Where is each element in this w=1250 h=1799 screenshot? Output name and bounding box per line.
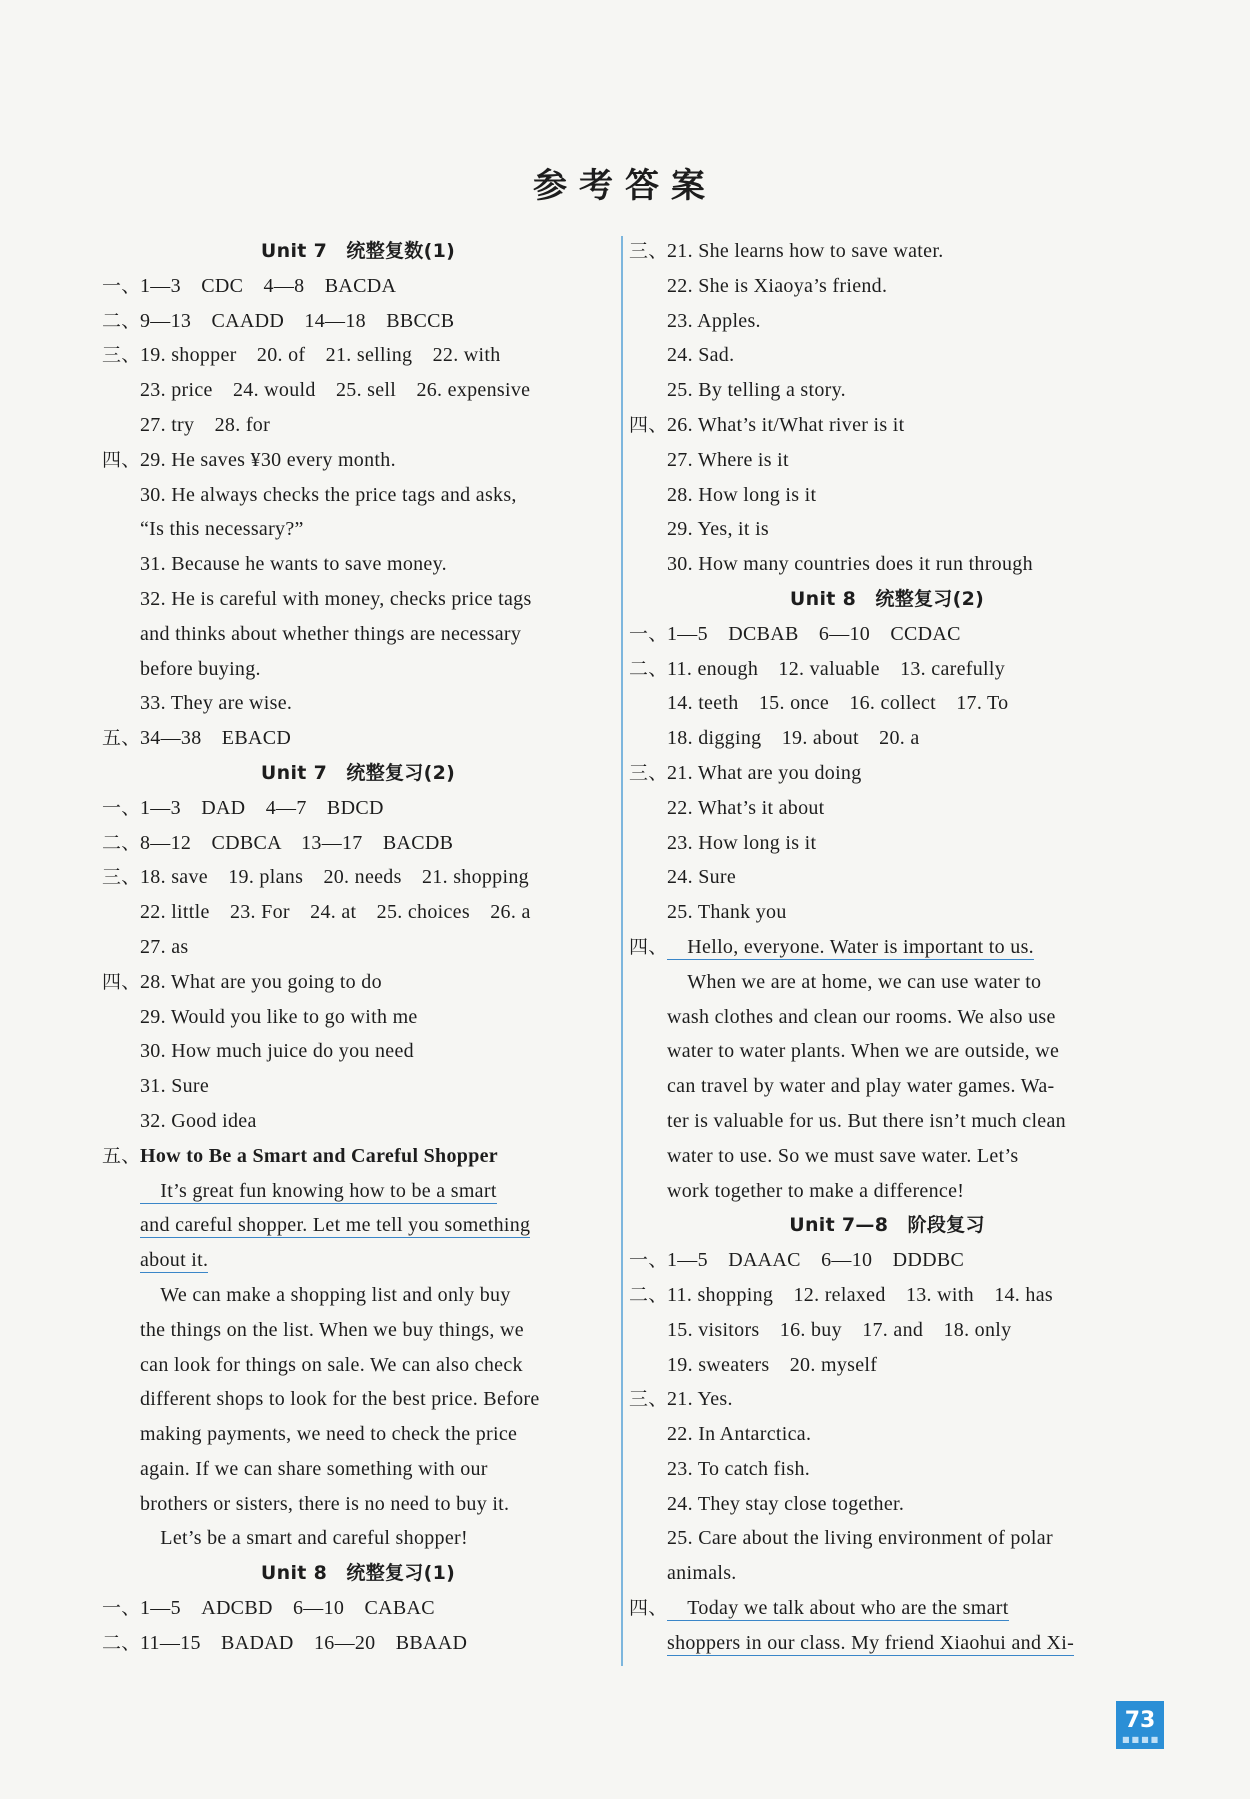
answer-line: 30. How many countries does it run through [667, 553, 1033, 576]
answer-line [102, 791, 614, 826]
page-number-badge [1116, 1701, 1164, 1749]
answer-line: making payments, we need to check the price [140, 1423, 518, 1446]
answer-line: 32. Good idea [140, 1109, 257, 1132]
underlined-line [102, 1243, 614, 1278]
question-section-marker: 一、 [102, 1597, 141, 1620]
answer-line: again. If we can share something with our [140, 1457, 488, 1480]
answer-line [629, 1243, 1145, 1278]
answer-text: 34—38 EBACD [140, 727, 292, 750]
page-title: 参考答案 [533, 166, 717, 206]
question-section-marker: 三、 [629, 1388, 668, 1411]
answer-line: 29. Yes, it is [667, 518, 770, 541]
answer-text: 9—13 CAADD 14—18 BBCCB [140, 309, 455, 332]
answer-line: 27. try 28. for [140, 413, 271, 436]
answer-line: water to use. So we must save water. Let’s [667, 1144, 1019, 1167]
answer-text: 28. What are you going to do [140, 970, 382, 993]
answer-line [102, 860, 614, 895]
answer-text: 18. save 19. plans 20. needs 21. shopping [140, 866, 529, 889]
answer-text: and careful shopper. Let me tell you something [140, 1214, 531, 1237]
answer-line: 23. price 24. would 25. sell 26. expensive [140, 379, 531, 402]
answer-line: 33. They are wise. [140, 692, 293, 715]
answer-line: brothers or sisters, there is no need to buy it. [140, 1492, 510, 1515]
answer-line: water to water plants. When we are outside, we [667, 1040, 1060, 1063]
answer-text: 21. She learns how to save water. [667, 240, 944, 262]
section-heading: Unit 7—8 阶段复习 [789, 1214, 985, 1237]
answer-line: 14. teeth 15. once 16. collect 17. To [667, 692, 1009, 715]
answer-line [102, 1591, 614, 1626]
answer-line [629, 652, 1145, 687]
answer-text: shoppers in our class. My friend Xiaohui and Xi- [667, 1631, 1075, 1654]
answer-text: 1—5 ADCBD 6—10 CABAC [140, 1597, 435, 1620]
answer-line: 27. Where is it [667, 448, 789, 471]
answer-line: animals. [667, 1562, 737, 1585]
section-heading: Unit 7 统整复习(2) [260, 761, 456, 784]
answer-line: 30. He always checks the price tags and asks, [140, 483, 517, 506]
answer-line [629, 1382, 1145, 1417]
answer-text: 11—15 BADAD 16—20 BBAAD [140, 1631, 468, 1654]
answer-text: 19. shopper 20. of 21. selling 22. with [140, 344, 501, 367]
answer-text: 21. What are you doing [667, 761, 862, 784]
answer-text: 11. enough 12. valuable 13. carefully [667, 657, 1006, 680]
answer-line: 31. Sure [140, 1075, 210, 1098]
answer-line: 32. He is careful with money, checks price tags [140, 587, 532, 610]
answer-line [629, 1591, 1145, 1626]
question-section-marker: 四、 [629, 413, 668, 436]
question-section-marker: 五、 [102, 1144, 141, 1167]
answer-line: 25. Thank you [667, 901, 787, 924]
underlined-line [102, 1208, 614, 1243]
answer-line: 28. How long is it [667, 483, 817, 506]
question-section-marker: 三、 [102, 866, 141, 889]
page-number-decoration: ■■■■ [1122, 1735, 1161, 1744]
answer-line: 22. little 23. For 24. at 25. choices 26. a [140, 901, 531, 924]
answer-line: Let’s be a smart and careful shopper! [140, 1527, 468, 1550]
answer-line: before buying. [140, 657, 261, 680]
answer-line [629, 617, 1145, 652]
section-heading: Unit 8 统整复习(2) [789, 587, 985, 610]
question-section-marker: 二、 [102, 309, 141, 332]
answer-text: 29. He saves ¥30 every month. [140, 448, 396, 471]
answer-text: 1—5 DCBAB 6—10 CCDAC [667, 622, 961, 645]
answer-line: 22. She is Xiaoya’s friend. [667, 274, 888, 297]
answer-line: 22. What’s it about [667, 796, 825, 819]
answer-line: “Is this necessary?” [140, 518, 304, 541]
answer-line: work together to make a difference! [667, 1179, 965, 1202]
answer-text: 26. What’s it/What river is it [667, 413, 905, 436]
answer-line [629, 756, 1145, 791]
question-section-marker: 三、 [102, 344, 141, 367]
answer-line: 31. Because he wants to save money. [140, 553, 447, 576]
answer-line: can look for things on sale. We can also check [140, 1353, 523, 1376]
underlined-line [629, 1626, 1145, 1661]
answer-line: ter is valuable for us. But there isn’t much clean [667, 1109, 1066, 1132]
section-heading: Unit 8 统整复习(1) [260, 1562, 456, 1585]
answer-line [629, 930, 1145, 965]
answer-text: about it. [140, 1249, 209, 1272]
answer-line [102, 269, 614, 304]
question-section-marker: 一、 [629, 622, 668, 645]
answer-line: 29. Would you like to go with me [140, 1005, 418, 1028]
question-section-marker: 四、 [102, 970, 141, 993]
answer-line: the things on the list. When we buy things, we [140, 1318, 524, 1341]
question-section-marker: 四、 [629, 935, 668, 958]
answer-line [102, 965, 614, 1000]
answer-line: 22. In Antarctica. [667, 1423, 812, 1446]
answer-line: 23. Apples. [667, 309, 761, 332]
question-section-marker: 一、 [629, 1249, 668, 1272]
answer-line: 19. sweaters 20. myself [667, 1353, 878, 1376]
question-section-marker: 二、 [629, 657, 668, 680]
question-section-marker: 四、 [102, 448, 141, 471]
question-section-marker: 五、 [102, 727, 141, 750]
question-section-marker: 三、 [629, 761, 668, 784]
answer-text: 1—5 DAAAC 6—10 DDDBC [667, 1249, 965, 1272]
answer-line: We can make a shopping list and only buy [140, 1283, 511, 1306]
answer-line [102, 443, 614, 478]
answer-text: It’s great fun knowing how to be a smart [140, 1179, 497, 1202]
answer-line [102, 304, 614, 339]
answer-line [102, 826, 614, 861]
question-section-marker: 三、 [629, 240, 668, 262]
answer-line [102, 338, 614, 373]
answer-line: 27. as [140, 935, 189, 958]
question-section-marker: 一、 [102, 274, 141, 297]
answer-line: 25. Care about the living environment of polar [667, 1527, 1053, 1550]
answer-line [629, 408, 1145, 443]
answer-text: 11. shopping 12. relaxed 13. with 14. has [667, 1283, 1053, 1306]
answer-line: 15. visitors 16. buy 17. and 18. only [667, 1318, 1012, 1341]
answer-text: 1—3 DAD 4—7 BDCD [140, 796, 384, 819]
answer-line: 24. They stay close together. [667, 1492, 905, 1515]
answer-text: Hello, everyone. Water is important to us. [667, 935, 1034, 958]
answer-line: 25. By telling a story. [667, 379, 846, 402]
question-section-marker: 一、 [102, 796, 141, 819]
answer-line [102, 721, 614, 756]
answer-line [629, 234, 1145, 269]
right-column [629, 234, 1145, 1661]
question-section-marker: 二、 [102, 1631, 141, 1654]
answer-line: 18. digging 19. about 20. a [667, 727, 920, 750]
section-heading: Unit 7 统整复数(1) [260, 240, 456, 262]
answer-text: 1—3 CDC 4—8 BACDA [140, 274, 397, 297]
answer-text: Today we talk about who are the smart [667, 1597, 1009, 1620]
answer-line: 30. How much juice do you need [140, 1040, 414, 1063]
answer-line: 23. To catch fish. [667, 1457, 811, 1480]
page-number: 73 [1124, 1708, 1156, 1733]
question-section-marker: 二、 [102, 831, 141, 854]
answer-line: different shops to look for the best price. Before [140, 1388, 540, 1411]
answer-line: can travel by water and play water games. Wa- [667, 1075, 1055, 1098]
answer-line [629, 1278, 1145, 1313]
answer-line: and thinks about whether things are necessary [140, 622, 522, 645]
answer-line: wash clothes and clean our rooms. We also use [667, 1005, 1056, 1028]
question-section-marker: 二、 [629, 1283, 668, 1306]
question-section-marker: 四、 [629, 1597, 668, 1620]
answer-line: 23. How long is it [667, 831, 817, 854]
column-divider [621, 236, 623, 1666]
answer-line: 24. Sure [667, 866, 737, 889]
left-column [102, 234, 614, 1661]
underlined-line [102, 1174, 614, 1209]
answer-text: How to Be a Smart and Careful Shopper [140, 1144, 498, 1167]
answer-line: When we are at home, we can use water to [667, 970, 1042, 993]
answer-line [102, 1626, 614, 1661]
answer-text: 21. Yes. [667, 1388, 733, 1411]
answer-line [102, 1139, 614, 1174]
answer-text: 8—12 CDBCA 13—17 BACDB [140, 831, 454, 854]
answer-line: 24. Sad. [667, 344, 735, 367]
